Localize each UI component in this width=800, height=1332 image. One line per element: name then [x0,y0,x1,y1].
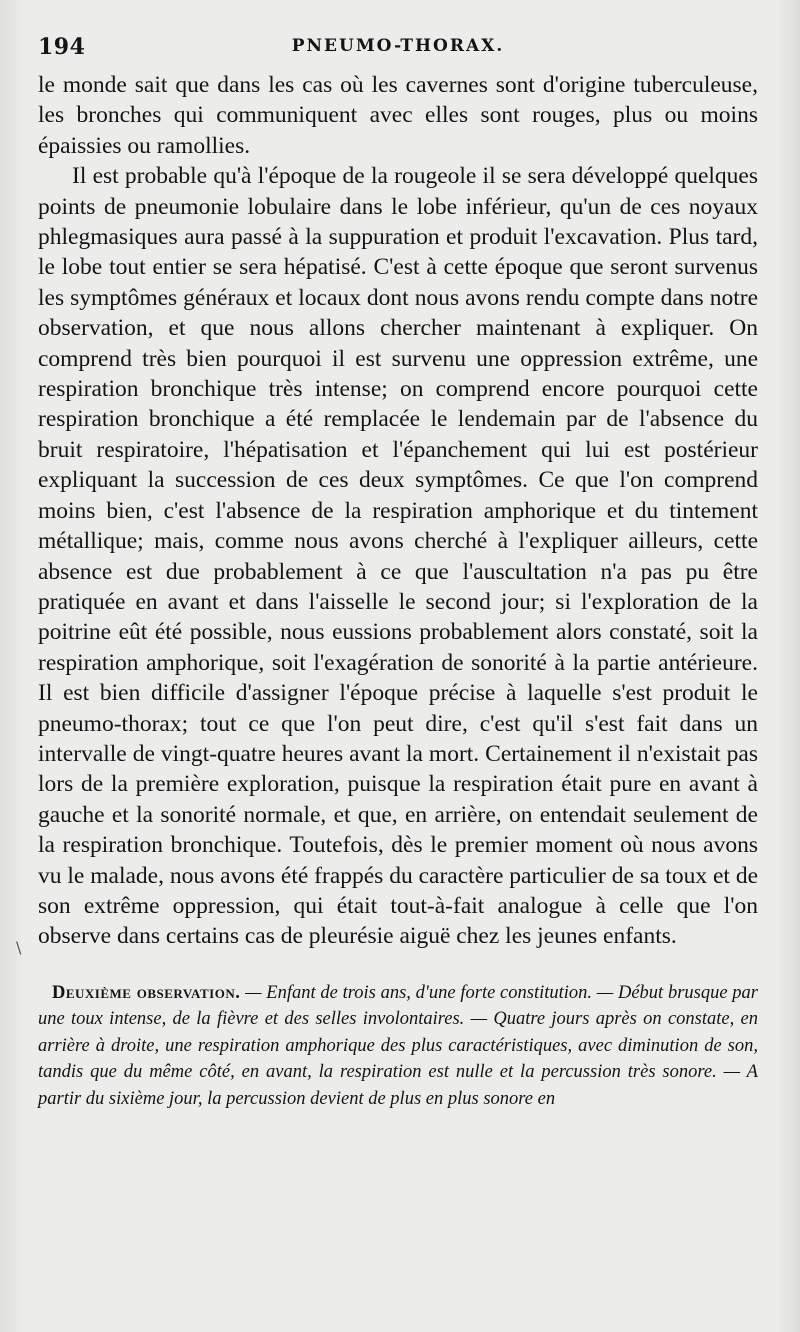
running-head [38,30,758,70]
page-number: 194 [38,34,86,60]
observation-text: — Enfant de trois ans, d'une forte constitution. — Début brusque par une toux intense, de la fièvre et des selles involontaires. — Quatre jours après on constate, en arrière à droite, une respiration amphorique des plus caractéristiques, avec diminution de son, tandis que du même côté, en avant, la respiration est nulle et la percussion très sonore. — A partir du sixième jour, la percussion devient de plus en plus sonore en [38,982,759,1109]
observation-label: Deuxième observation. [52,982,241,1003]
margin-mark: \ [16,938,22,957]
body-text [38,70,758,952]
paragraph-continuation: le monde sait que dans les cas où les cavernes sont d'origine tuberculeuse, les bronches qui communiquent avec elles sont rouges, plus ou moins épaissies ou ramollies. [38,72,758,159]
running-title: PNEUMO-THORAX. [291,36,505,56]
observation-summary [38,980,758,1113]
paragraph-main: Il est probable qu'à l'époque de la rougeole il se sera développé quelques points de pneumonie lobulaire dans le lobe inférieur, qu'un de ces noyaux phlegmasiques aura passé à la suppuration et produit l'excavation. Plus tard, le lobe tout entier se sera hépatisé. C'est à cette époque que seront survenus les symptômes généraux et locaux dont nous avons rendu compte dans notre observation, et que nous allons chercher maintenant à expliquer. On comprend très bien pourquoi il est survenu une oppression extrême, une respiration bronchique très intense; on comprend encore pourquoi cette respiration bronchique a été remplacée le lendemain par de l'absence du bruit respiratoire, l'hépatisation et l'épanchement qui lui est postérieur expliquant la succession de ces deux symptômes. Ce que l'on comprend moins bien, c'est l'absence de la respiration amphorique et du tintement métallique; mais, comme nous avons cherché à l'expliquer ailleurs, cette absence est due probablement à ce que l'auscultation n'a pas pu être pratiquée en avant et dans l'aisselle le second jour; si l'exploration de la poitrine eût été possible, nous eussions probablement alors constaté, soit la respiration amphorique, soit l'exagération de sonorité à la partie antérieure. Il est bien difficile d'assigner l'époque précise à laquelle s'est produit le pneumo-thorax; tout ce que l'on peut dire, c'est qu'il s'est fait dans un intervalle de vingt-quatre heures avant la mort. Certainement il n'existait pas lors de la première exploration, puisque la respiration était pure en avant à gauche et la sonorité normale, et que, en arrière, on entendait seulement de la respiration bronchique. Toutefois, dès le premier moment où nous avons vu le malade, nous avons été frappés du caractère particulier de sa toux et de son extrême oppression, qui était tout-à-fait analogue à celle que l'on observe dans certains cas de pleurésie aiguë chez les jeunes enfants. [38,163,758,950]
